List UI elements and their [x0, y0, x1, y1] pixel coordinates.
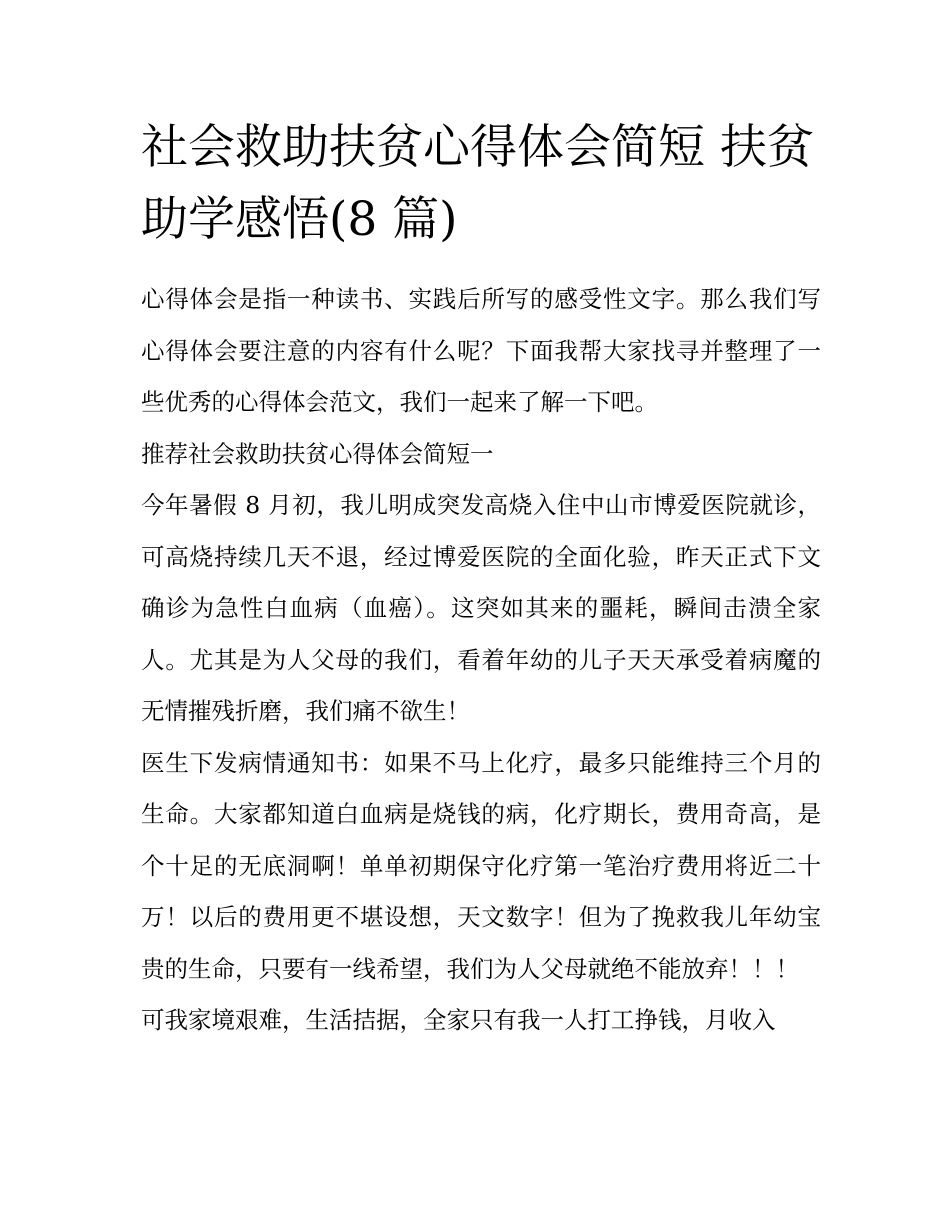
document-content [141, 112, 821, 1047]
paragraph-intro: 心得体会是指一种读书、实践后所写的感受性文字。那么我们写心得体会要注意的内容有什么呢？下面我帮大家找寻并整理了一些优秀的心得体会范文，我们一起来了解一下吧。 [141, 285, 821, 416]
paragraph-treatment-cost: 医生下发病情通知书：如果不马上化疗，最多只能维持三个月的生命。大家都知道白血病是烧钱的病，化疗期长，费用奇高，是个十足的无底洞啊！单单初期保守化疗第一笔治疗费用将近二十万！以后的费用更不堪设想，天文数字！但为了挽救我儿年幼宝贵的生命，只要有一线希望，我们为人父母就绝不能放弃！！！ [141, 748, 821, 983]
paragraph-diagnosis: 今年暑假 8 月初，我儿明成突发高烧入住中山市博爱医院就诊，可高烧持续几天不退，经过博爱医院的全面化验，昨天正式下文确诊为急性白血病（血癌）。这突如其来的噩耗，瞬间击溃全家人。尤其是为人父母的我们，看着年幼的儿子天天承受着病魔的无情摧残折磨，我们痛不欲生！ [141, 491, 821, 725]
document-body [141, 274, 821, 1047]
document-title: 社会救助扶贫心得体会简短 扶贫助学感悟(8 篇) [141, 120, 814, 247]
paragraph-family-situation: 可我家境艰难，生活拮据，全家只有我一人打工挣钱，月收入 [141, 1006, 776, 1034]
section-heading: 推荐社会救助扶贫心得体会简短一 [141, 439, 494, 468]
